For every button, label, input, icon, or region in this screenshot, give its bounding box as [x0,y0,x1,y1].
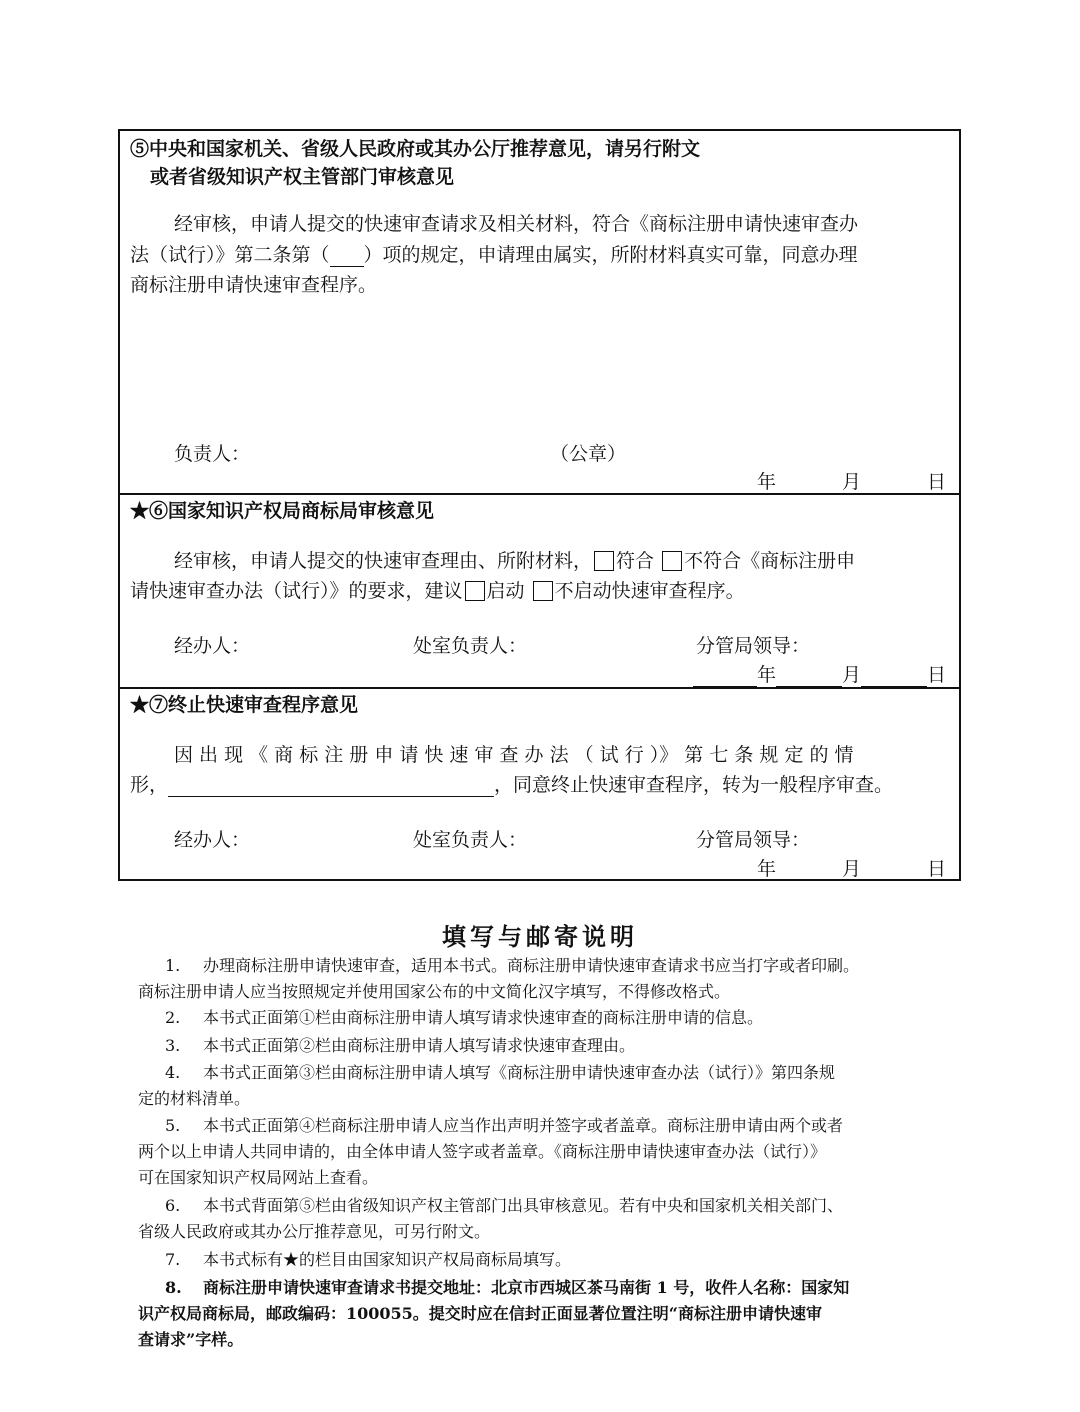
note-item-4: 4. 本书式正面第③栏由商标注册申请人填写《商标注册申请快速审查办法（试行）》第四条规 定的材料清单。 [138,1063,836,1108]
start-checkbox[interactable] [465,581,485,601]
note-item-7: 7. 本书式标有★的栏目由国家知识产权局商标局填写。 [165,1250,572,1269]
section5-body-line3: 商标注册申请快速审查程序。 [130,274,378,296]
section5-title-line1: ⑤中央和国家机关、省级人民政府或其办公厅推荐意见，请另行附文 [130,138,701,160]
section7-body-line2: 形， ，同意终止快速审查程序，转为一般程序审查。 [130,774,894,796]
section6-office-head-label: 处室负责人： [413,635,528,657]
review-form-table [118,129,961,881]
item-number-blank[interactable] [330,246,364,267]
section7-handler-label: 经办人： [174,829,251,851]
section5-body-line1: 经审核，申请人提交的快速审查请求及相关材料，符合《商标注册申请快速审查办 [174,213,859,235]
year-blank[interactable] [693,473,757,494]
section7-leader-label: 分管局领导： [696,829,811,851]
note-item-6: 6. 本书式背面第⑤栏由省级知识产权主管部门出具审核意见。若有中央和国家机关相关部门、 省级人民政府或其办公厅推荐意见，可另行附文。 [138,1196,844,1241]
day-blank[interactable] [861,860,927,881]
section5-date: 年 月 日 [693,470,946,494]
not-start-checkbox[interactable] [533,581,553,601]
not-comply-checkbox[interactable] [662,551,682,571]
note-item-3: 3. 本书式正面第②栏由商标注册申请人填写请求快速审查理由。 [165,1036,636,1055]
year-blank[interactable] [693,666,757,687]
section7-date: 年 月 日 [693,857,946,881]
section7-body-line1: 因 出 现 《 商 标 注 册 申 请 快 速 审 查 办 法 （ 试 行 ）》 第 七 条 规 定 的 情 [174,744,854,766]
section6-title: ★⑥国家知识产权局商标局审核意见 [130,500,435,522]
termination-reason-blank[interactable] [168,776,494,797]
section6-handler-label: 经办人： [174,635,251,657]
note-item-2: 2. 本书式正面第①栏由商标注册申请人填写请求快速审查的商标注册申请的信息。 [165,1008,764,1027]
section6-date: 年 月 日 [693,663,946,687]
section5-body-line2: 法（试行）》第二条第（ ）项的规定，申请理由属实，所附材料真实可靠，同意办理 [130,244,858,266]
section6-body-line2: 请快速审查办法（试行）》的要求，建议 启动 不启动快速审查程序。 [130,580,745,602]
section6-body-line1: 经审核，申请人提交的快速审查理由、所附材料， 符合 不符合《商标注册申 [174,550,856,572]
divider-5-6 [120,493,959,495]
notes-title: 填写与邮寄说明 [442,922,638,951]
month-blank[interactable] [776,473,842,494]
day-blank[interactable] [861,666,927,687]
section5-seal-label: （公章） [550,443,627,465]
note-item-8: 8. 商标注册申请快速审查请求书提交地址：北京市西城区茶马南街 1 号，收件人名称：国家知 识产权局商标局，邮政编码：100055。提交时应在信封正面显著位置注明“商标注册申请快速审 查请求”字样。 [138,1278,850,1349]
note-item-5: 5. 本书式正面第④栏商标注册申请人应当作出声明并签字或者盖章。商标注册申请由两个或者 两个以上申请人共同申请的，由全体申请人签字或者盖章。《商标注册申请快速审查办法（试行）》 可在国家知识产权局网站上查看。 [138,1116,844,1187]
section5-responsible-label: 负责人： [174,443,251,465]
day-blank[interactable] [861,473,927,494]
section6-leader-label: 分管局领导： [696,635,811,657]
month-blank[interactable] [776,860,842,881]
section7-office-head-label: 处室负责人： [413,829,528,851]
section7-title: ★⑦终止快速审查程序意见 [130,694,359,716]
comply-checkbox[interactable] [594,551,614,571]
section5-title-line2: 或者省级知识产权主管部门审核意见 [150,166,455,188]
month-blank[interactable] [776,666,842,687]
year-blank[interactable] [693,860,757,881]
divider-6-7 [120,687,959,689]
note-item-1: 1. 办理商标注册申请快速审查，适用本书式。商标注册申请快速审查请求书应当打字或者印刷。 商标注册申请人应当按照规定并使用国家公布的中文简化汉字填写，不得修改格式。 [138,956,860,1001]
